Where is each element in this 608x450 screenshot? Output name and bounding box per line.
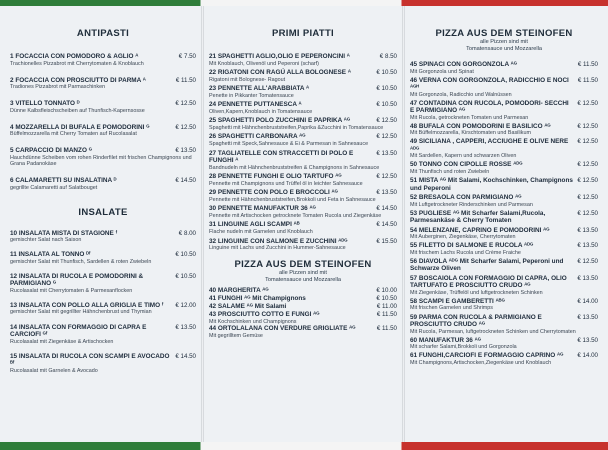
- item-description: gegrillte Calamaretti auf Salatbouget: [10, 184, 98, 191]
- item-price: € 10.50: [376, 101, 397, 109]
- item-description: Trachionelles Pizzabrot mit Cherrytomaten & Knoblauch: [10, 60, 144, 67]
- item-name: 14 INSALATA CON FORMAGGIO DI CAPRA E CARCIOFI ᴳᶠ: [10, 323, 147, 339]
- antipasti-title: ANTIPASTI: [76, 28, 130, 39]
- item-name: 40 MARGHERITA ᴬᴳ: [209, 287, 269, 295]
- item-description: Spaghetti mit Speck,Sahnesauce & Ei & Parmesan in Sahnesauce: [209, 140, 369, 147]
- menu-item: [10, 147, 196, 167]
- menu-item: [209, 325, 397, 339]
- item-price: € 12.50: [376, 133, 397, 141]
- item-price: € 11.50: [577, 61, 598, 68]
- menu-item: [10, 353, 196, 374]
- item-description: Mit frischen Garnelen und Shrimps: [410, 305, 493, 312]
- item-description: Mit Luftgetrockneter Rinderschinken und Parmesan: [410, 201, 533, 208]
- pizza-small-title: PIZZA AUS DEM STEINOFEN: [234, 259, 372, 271]
- item-name: 42 SALAME ᴬᴳ Mit Salami: [209, 303, 287, 311]
- item-description: Tradiones Pizzabrot mit Parmaschinken: [10, 84, 106, 91]
- item-price: € 7.50: [178, 53, 196, 60]
- menu-item: [10, 100, 196, 114]
- menu-item: [209, 101, 397, 115]
- menu-item: [209, 221, 397, 235]
- menu-item: [410, 161, 598, 175]
- menu-item: [410, 210, 598, 225]
- menu-item: [10, 177, 196, 191]
- item-name: 11 INSALATA AL TONNO ᴰᶠ: [10, 251, 91, 259]
- item-name: 29 PENNETTE CON POLO E BROCCOLI ᴬᴳ: [209, 189, 338, 197]
- item-description: Penette in Pikkanter Tomatensauce: [209, 92, 294, 99]
- item-price: € 11.00: [376, 303, 397, 311]
- item-price: € 10.50: [376, 69, 397, 77]
- item-description: Spaghetti mit Hähnchenbruststreifen,Paprika &Zucchini in Tomatensauce: [209, 124, 384, 131]
- item-description: Mit Gorgonzola, Radicchio und Walnüssen: [410, 91, 512, 98]
- item-description: Linguine mit Lachs und Zucchini in Hummer-Sahnesauce: [209, 245, 346, 252]
- item-description: Mit Auberginen, Ziegenkäse, Cherrytomaten: [410, 234, 516, 241]
- menu-item: [10, 302, 196, 316]
- item-description: Rucolasalat mit Cherrytomaten & Parmesanflocken: [10, 287, 133, 294]
- item-price: € 10.50: [175, 272, 196, 280]
- item-name: 24 PENNETTE PUTTANESCA ᴬ: [209, 101, 302, 109]
- menu-item: [10, 53, 196, 67]
- item-price: € 13.50: [577, 226, 598, 234]
- item-price: € 13.50: [175, 323, 196, 331]
- item-description: Oliven,Kapern,Knoblauch in Tomatensauce: [209, 108, 313, 115]
- item-price: € 12.50: [577, 138, 598, 146]
- item-price: € 10.50: [376, 295, 397, 303]
- item-description: Pennette mit Champignons und Trüffel öl in leichter Sahnesauce: [209, 180, 363, 187]
- item-name: 58 SCAMPI E GAMBERETTI ᴬᴮᴳ: [410, 297, 505, 305]
- menu-item: [209, 150, 397, 171]
- item-description: Pennette mit Artischocken getrocknete Tomaten Rucola und Ziegenkäse: [209, 212, 382, 219]
- panel-left: [6, 8, 200, 440]
- item-price: € 12.50: [175, 123, 196, 131]
- fold-crease-left: [201, 6, 204, 442]
- item-price: € 15.50: [376, 237, 397, 245]
- item-name: 55 FILETTO DI SALMONE E RUCOLA ᴬᴰᴳ: [410, 242, 534, 250]
- flag-stripe-top: [0, 0, 608, 6]
- menu-item: [209, 311, 397, 325]
- menu-item: [410, 123, 598, 137]
- item-name: 54 MELENZANE, CAPRINO E POMODORINI ᴬᴳ: [410, 226, 550, 234]
- antipasti-list: [6, 53, 200, 191]
- item-price: € 11.50: [376, 311, 397, 319]
- pizza-title: PIZZA AUS DEM STEINOFEN: [435, 28, 573, 39]
- item-price: € 14.50: [175, 352, 196, 360]
- item-description: Rigatoni mit Bolognese- Ragout: [209, 76, 286, 83]
- item-name: 46 VERNA CON GORGONZOLA, RADICCHIO E NOCI ᴬᴳᴴ: [410, 76, 569, 92]
- item-name: 4 MOZZARELLA DI BUFALA E POMODORINI ᴳ: [10, 123, 150, 131]
- menu-item: [209, 303, 397, 311]
- item-name: 5 CARPACCIO DI MANZO ᴳ: [10, 147, 92, 155]
- menu-item: [10, 273, 196, 294]
- menu-item: [410, 275, 598, 296]
- item-name: 44 ORTOLALANA CON VERDURE GRIGLIATE ᴬᴳ: [209, 325, 356, 333]
- item-description: Mit Rucola, Parmesan, luftgetrockneten Schinken und Cherrytomaten: [410, 328, 576, 335]
- item-price: € 13.50: [577, 313, 598, 321]
- item-name: 51 MISTA ᴬᴳ Mit Salami, Kochschinken, Champignons und Peperoni: [410, 177, 573, 192]
- flag-stripe-bottom: [0, 442, 608, 450]
- item-price: € 8.00: [178, 229, 196, 237]
- item-description: Mit Sardellen, Kapern und schwarzen Oliven: [410, 153, 517, 160]
- item-price: € 12.50: [577, 194, 598, 202]
- item-price: € 12.50: [577, 257, 598, 265]
- item-description: Bandnudeln mit Hähnchenbruststreifen & Champignons in Sahnesauce: [209, 164, 380, 171]
- menu-item: [10, 251, 196, 265]
- item-name: 27 TAGLIATELLE CON STRACCETTI DI POLO E FUNGHI ᴬ: [209, 149, 354, 165]
- item-description: Mit Champignons,Artischocken,Ziegenkäse und Knoblauch: [410, 359, 552, 366]
- item-price: € 12.50: [577, 161, 598, 169]
- item-description: Mit Thunfisch und roten Zwiebeln: [410, 168, 490, 175]
- item-description: gemischter Salat mit Thunfisch, Sardellen & roten Zwiebeln: [10, 258, 152, 265]
- item-price: € 12.50: [376, 117, 397, 125]
- primi-title: PRIMI PIATTI: [271, 28, 334, 39]
- item-price: € 12.50: [577, 122, 598, 130]
- item-name: 31 LINGUINE AGLI SCAMPI ᴬᴮ: [209, 221, 300, 229]
- panel-right: [406, 8, 602, 440]
- item-price: € 14.50: [175, 177, 196, 185]
- item-description: Rucolasalat mit Garnelen & Avocado: [10, 367, 98, 374]
- item-name: 21 SPAGHETTI AGLIO,OLIO E PEPERONCINI ᴬ: [209, 53, 350, 60]
- item-name: 53 PUGLIESE ᴬᴳ Mit Scharfer Salami,Rucola, Parmesankäse & Cherry Tomaten: [410, 209, 546, 225]
- item-price: € 10.50: [175, 251, 196, 259]
- menu-item: [209, 117, 397, 131]
- item-name: 22 RIGATONI CON RAGÚ ALLA BOLOGNESE ᴬ: [209, 69, 351, 77]
- item-name: 2 FOCACCIA CON PROSCIUTTO DI PARMA ᴬ: [10, 76, 146, 84]
- item-price: € 12.00: [175, 301, 196, 309]
- menu-item: [209, 69, 397, 83]
- menu-item: [410, 77, 598, 98]
- item-description: Dünne Kalbsfleischscheiben auf Thunfisch-Kapernsosse: [10, 107, 145, 114]
- item-price: € 10.50: [376, 85, 397, 93]
- menu-item: [209, 133, 397, 147]
- menu-item: [410, 227, 598, 241]
- fold-crease-right: [402, 6, 405, 442]
- item-name: 61 FUNGHI,CARCIOFI E FORMAGGIO CAPRINO ᴬᴳ: [410, 352, 564, 360]
- item-price: € 14.00: [577, 352, 598, 360]
- item-description: gemischter Salat mit gegrillter Hähnchenbrust und Thymian: [10, 309, 152, 316]
- item-name: 1 FOCACCIA CON POMODORO & AGLIO ᴬ: [10, 53, 139, 60]
- item-price: € 12.50: [175, 100, 196, 108]
- item-price: € 10.00: [376, 287, 397, 295]
- menu-item: [410, 138, 598, 159]
- menu-item: [209, 287, 397, 295]
- item-description: Mit gegrilltem Gemüse: [209, 332, 263, 339]
- item-price: € 13.50: [175, 147, 196, 155]
- item-price: € 12.50: [577, 209, 598, 217]
- menu-item: [410, 258, 598, 273]
- item-description: Büffelmozzarella mit Cherry Tomaten auf Rucolasalat: [10, 131, 137, 138]
- item-name: 32 LINGUINE CON SALMONE E ZUCCHINI ᴬᴰᴳ: [209, 237, 348, 245]
- panel-middle: [205, 8, 401, 440]
- item-name: 12 INSALATA DI RUCOLA E POMODORINI & PARMIGIANO ᴳ: [10, 272, 144, 288]
- item-name: 45 SPINACI CON GORGONZOLA ᴬᴳ: [410, 61, 517, 68]
- menu-item: [410, 298, 598, 312]
- item-price: € 14.00: [577, 297, 598, 305]
- item-price: € 11.50: [376, 325, 397, 333]
- item-name: 47 CONTADINA CON RUCOLA, POMODORI- SECCHI E PARMIGIANO ᴬᴳ: [410, 99, 569, 115]
- item-name: 57 BOSCAIOLA CON FORMAGGIO DI CAPRA, OLIO TARTUFATO E PROSCIUTTO CRUDO ᴬᴳ: [410, 274, 567, 290]
- pizza-small-sub2: Tomatensauce und Mozzarella: [265, 276, 341, 283]
- menu-item: [410, 100, 598, 121]
- item-name: 41 FUNGHI ᴬᴳ Mit Champignons: [209, 295, 306, 303]
- item-price: € 13.50: [577, 336, 598, 344]
- item-description: gemischter Salat nach Saison: [10, 237, 82, 244]
- item-name: 43 PROSCIUTTO COTTO E FUNGI ᴬᴳ: [209, 311, 320, 319]
- item-description: Mit Knoblauch, Olivenöl und Peperoni (scharf): [209, 60, 319, 67]
- item-description: Mit Kochschinken und Champignons: [209, 318, 297, 325]
- menu-item: [410, 194, 598, 208]
- item-name: 15 INSALATA DI RUCOLA CON SCAMPI E AVOCADO ᴮᶠ: [10, 352, 170, 368]
- item-price: € 12.50: [577, 99, 598, 107]
- item-name: 48 BUFALA CON POMODORINI E BASILICO ᴬᴳ: [410, 122, 551, 130]
- menu-item: [410, 314, 598, 335]
- menu-item: [410, 177, 598, 192]
- item-price: € 12.50: [376, 173, 397, 181]
- primi-list: [205, 53, 401, 251]
- insalate-list: [6, 230, 200, 374]
- item-name: 59 PARMA CON RUCOLA & PARMIGIANO E PROSCIUTTO CRUDO ᴬᴳ: [410, 313, 542, 329]
- item-price: € 13.50: [577, 242, 598, 250]
- item-description: Mit Büffelmozzarella, Kirschtomaten und Basilikum: [410, 130, 531, 137]
- item-name: 50 TONNO CON CIPOLLE ROSSE ᴬᴰᴳ: [410, 161, 523, 169]
- item-price: € 13.50: [577, 274, 598, 282]
- item-name: 49 SICILIANA , CAPPERI, ACCIUGHE E OLIVE NERE ᴬᴰᴳ: [410, 138, 569, 153]
- item-description: Mit Gorgonzola und Spinat: [410, 68, 474, 75]
- pizza-sub2: Tomatensauce und Mozzarella: [466, 45, 542, 52]
- item-name: 10 INSALATA MISTA DI STAGIONE ᶠ: [10, 229, 118, 237]
- item-description: Hauchdünne Scheiben vom rohen Rinderfilet mit frischen Champignons und Grana Padanokäse: [10, 154, 192, 167]
- item-description: Rucolasalat mit Ziegenkäse & Artischocken: [10, 338, 114, 345]
- item-name: 13 INSALATA CON POLLO ALLA GRIGLIA E TIMO ᶠ: [10, 301, 164, 309]
- item-price: € 13.50: [376, 149, 397, 157]
- item-price: € 13.50: [376, 189, 397, 197]
- item-description: Mit Ziegenkäse, Trüffelöl und luftgetrockneten Schinken: [410, 289, 543, 296]
- item-price: € 11.50: [577, 76, 598, 84]
- item-name: 52 BRESAOLA CON PARMIGIANO ᴬᴳ: [410, 194, 522, 202]
- menu-item: [209, 205, 397, 219]
- item-description: Pennette mit Hähnchenbruststreifen,Brokkoli und Feta in Sahnesauce: [209, 196, 376, 203]
- pizza-small-sub1: alle Pizzen sind mit: [279, 270, 327, 277]
- menu-item: [10, 324, 196, 345]
- menu-item: [209, 53, 397, 67]
- item-price: € 8.50: [379, 53, 397, 60]
- menu-item: [209, 173, 397, 187]
- menu-item: [410, 337, 598, 351]
- item-name: 60 MANUFAKTUR 36 ᴬᴳ: [410, 336, 481, 344]
- item-name: 26 SPAGHETTI CARBONARA ᴬᴳ: [209, 133, 306, 141]
- item-price: € 14.50: [376, 205, 397, 213]
- item-name: 30 PENNETTE MANUFAKTUR 36 ᴬᴳ: [209, 205, 316, 213]
- menu-item: [209, 85, 397, 99]
- item-name: 56 DIAVOLA ᴬᴰᴳ Mit Scharfer Salami, Peperoni und Schwarze Oliven: [410, 257, 564, 273]
- item-name: 23 PENNETTE ALL'ARABBIATA ᴬ: [209, 85, 310, 93]
- item-price: € 14.50: [376, 221, 397, 229]
- menu-item: [10, 77, 196, 91]
- item-price: € 11.50: [175, 76, 196, 84]
- insalate-title: INSALATE: [78, 206, 128, 218]
- item-price: € 12.50: [577, 177, 598, 185]
- pizza-small-list: [205, 287, 401, 339]
- item-name: 6 CALAMARETTI SU INSALATINA ᴰ: [10, 177, 117, 185]
- menu-item: [410, 352, 598, 366]
- menu-item: [209, 238, 397, 252]
- menu-item: [410, 242, 598, 256]
- item-description: Mit scharfer Salami,Brokkoli und Gorgonzola: [410, 344, 517, 351]
- item-description: Mit frischem Lachs Rucola und Crème Fraiche: [410, 249, 521, 256]
- menu-item: [209, 295, 397, 303]
- pizza-list: [406, 61, 602, 366]
- item-description: Mit Rucola, getrockneten Tomaten und Parmesan: [410, 114, 529, 121]
- item-name: 28 PENNETTE FUNGHI E OLIO TARTUFO ᴬᴳ: [209, 173, 342, 181]
- menu-item: [410, 61, 598, 75]
- item-name: 25 SPAGHETTI POLO ZUCCHINI E PAPRIKA ᴬᴳ: [209, 117, 351, 125]
- item-name: 3 VITELLO TONNATO ᴰ: [10, 100, 80, 108]
- menu-item: [209, 189, 397, 203]
- menu-item: [10, 230, 196, 244]
- item-description: Flache nudeln mit Garnelen und Knoblauch: [209, 228, 313, 235]
- menu-item: [10, 124, 196, 138]
- pizza-sub1: alle Pizzen sind mit: [480, 39, 528, 45]
